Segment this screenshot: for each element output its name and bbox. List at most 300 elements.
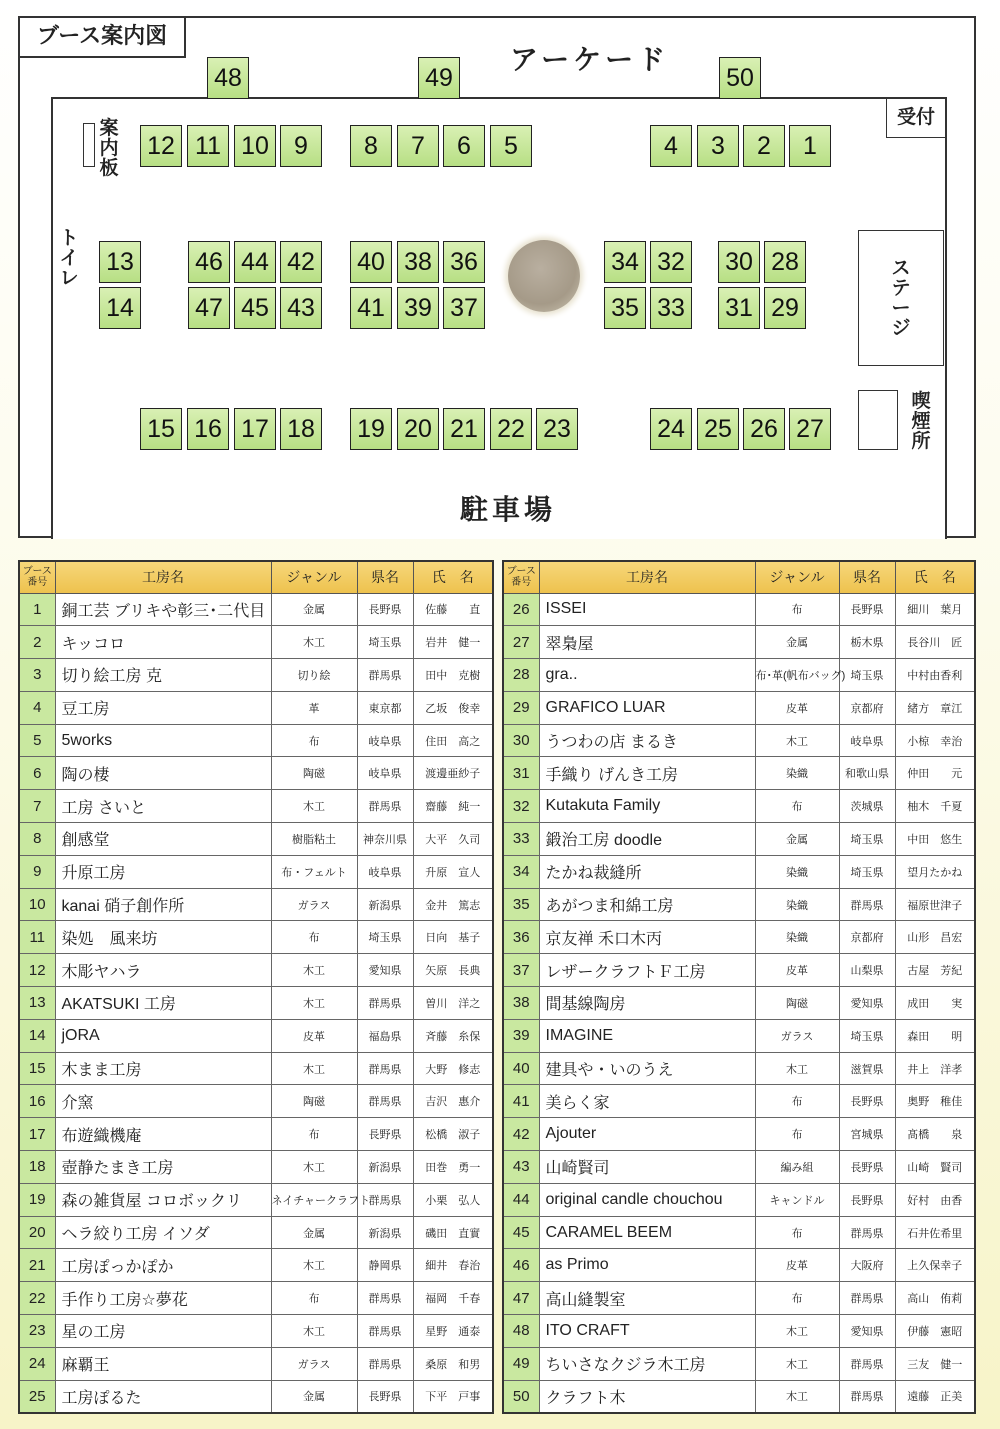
table-row <box>19 1151 493 1184</box>
booth-29: 29 <box>764 287 806 329</box>
prefecture-cell: 群馬県 <box>357 1052 413 1085</box>
workshop-name-cell: Kutakuta Family <box>539 790 755 823</box>
person-cell: 佐藤 直 <box>413 593 493 626</box>
person-cell: 田中 克樹 <box>413 659 493 692</box>
header-workshop-name: 工房名 <box>539 561 755 593</box>
person-cell: 緒方 章江 <box>895 691 975 724</box>
header-prefecture: 県名 <box>357 561 413 593</box>
workshop-name-cell: 星の工房 <box>55 1315 271 1348</box>
booth-number-cell: 28 <box>503 659 539 692</box>
booth-30: 30 <box>718 241 760 283</box>
person-cell: 細井 春治 <box>413 1249 493 1282</box>
workshop-name-cell: 工房ぽるた <box>55 1380 271 1413</box>
person-cell: 中田 悠生 <box>895 823 975 856</box>
booth-50: 50 <box>719 57 761 99</box>
booth-27: 27 <box>789 408 831 450</box>
prefecture-cell: 岐阜県 <box>839 724 895 757</box>
booth-number-cell: 50 <box>503 1380 539 1413</box>
table-row <box>19 987 493 1020</box>
prefecture-cell: 岐阜県 <box>357 724 413 757</box>
booth-number-cell: 38 <box>503 987 539 1020</box>
prefecture-cell: 埼玉県 <box>839 1019 895 1052</box>
table-row <box>503 593 975 626</box>
prefecture-cell: 埼玉県 <box>357 626 413 659</box>
booth-13: 13 <box>99 241 141 283</box>
table-row <box>19 1085 493 1118</box>
booth-number-cell: 29 <box>503 691 539 724</box>
table-row <box>503 1151 975 1184</box>
booth-46: 46 <box>188 241 230 283</box>
header-workshop-name: 工房名 <box>55 561 271 593</box>
person-cell: 吉沢 惠介 <box>413 1085 493 1118</box>
person-cell: 星野 通泰 <box>413 1315 493 1348</box>
booth-10: 10 <box>234 125 276 167</box>
prefecture-cell: 埼玉県 <box>839 659 895 692</box>
genre-cell: 木工 <box>755 1052 839 1085</box>
workshop-name-cell: IMAGINE <box>539 1019 755 1052</box>
person-cell: 日向 基子 <box>413 921 493 954</box>
workshop-name-cell: ISSEI <box>539 593 755 626</box>
person-cell: 斉藤 糸保 <box>413 1019 493 1052</box>
prefecture-cell: 埼玉県 <box>839 855 895 888</box>
booth-number-cell: 46 <box>503 1249 539 1282</box>
genre-cell: 染織 <box>755 921 839 954</box>
genre-cell: 木工 <box>755 1315 839 1348</box>
person-cell: 小椋 幸治 <box>895 724 975 757</box>
prefecture-cell: 新潟県 <box>357 888 413 921</box>
booth-45: 45 <box>234 287 276 329</box>
table-row <box>503 855 975 888</box>
workshop-name-cell: 介窯 <box>55 1085 271 1118</box>
person-cell: 長谷川 匠 <box>895 626 975 659</box>
prefecture-cell: 群馬県 <box>839 1347 895 1380</box>
table-row <box>503 790 975 823</box>
workshop-name-cell: 切り絵工房 克 <box>55 659 271 692</box>
genre-cell: 切り絵 <box>271 659 357 692</box>
genre-cell: 木工 <box>271 1315 357 1348</box>
person-cell: 金井 篤志 <box>413 888 493 921</box>
parking-label: 駐車場 <box>460 493 557 526</box>
prefecture-cell: 栃木県 <box>839 626 895 659</box>
prefecture-cell: 長野県 <box>357 593 413 626</box>
genre-cell: 木工 <box>271 954 357 987</box>
workshop-name-cell: kanai 硝子創作所 <box>55 888 271 921</box>
prefecture-cell: 京都府 <box>839 691 895 724</box>
table-row <box>19 1380 493 1413</box>
table-row <box>19 855 493 888</box>
genre-cell: 陶磁 <box>755 987 839 1020</box>
table-row <box>503 1183 975 1216</box>
prefecture-cell: 茨城県 <box>839 790 895 823</box>
header-person: 氏 名 <box>895 561 975 593</box>
table-row <box>503 987 975 1020</box>
workshop-name-cell: 山崎賢司 <box>539 1151 755 1184</box>
booth-14: 14 <box>99 287 141 329</box>
workshop-name-cell: original candle chouchou <box>539 1183 755 1216</box>
person-cell: 上久保幸子 <box>895 1249 975 1282</box>
booth-number-cell: 18 <box>19 1151 55 1184</box>
booth-35: 35 <box>604 287 646 329</box>
person-cell: 井上 洋孝 <box>895 1052 975 1085</box>
workshop-name-cell: gra.. <box>539 659 755 692</box>
table-row <box>503 691 975 724</box>
person-cell: 仲田 元 <box>895 757 975 790</box>
genre-cell: 編み組 <box>755 1151 839 1184</box>
table-row <box>19 1249 493 1282</box>
genre-cell: 皮革 <box>755 691 839 724</box>
person-cell: 細川 葉月 <box>895 593 975 626</box>
booth-40: 40 <box>350 241 392 283</box>
workshop-name-cell: あがつま和綿工房 <box>539 888 755 921</box>
prefecture-cell: 神奈川県 <box>357 823 413 856</box>
booth-23: 23 <box>536 408 578 450</box>
booth-number-cell: 6 <box>19 757 55 790</box>
person-cell: 下平 戸事 <box>413 1380 493 1413</box>
booth-33: 33 <box>650 287 692 329</box>
booth-table-left <box>18 560 494 1414</box>
prefecture-cell: 新潟県 <box>357 1151 413 1184</box>
table-row <box>19 954 493 987</box>
genre-cell: 金属 <box>271 1216 357 1249</box>
person-cell: 齋藤 純一 <box>413 790 493 823</box>
booth-number-cell: 14 <box>19 1019 55 1052</box>
booth-number-cell: 40 <box>503 1052 539 1085</box>
workshop-name-cell: 染処 風来坊 <box>55 921 271 954</box>
booth-number-cell: 10 <box>19 888 55 921</box>
table-row <box>19 888 493 921</box>
person-cell: 福岡 千春 <box>413 1282 493 1315</box>
booth-number-cell: 26 <box>503 593 539 626</box>
person-cell: 森田 明 <box>895 1019 975 1052</box>
booth-42: 42 <box>280 241 322 283</box>
booth-number-cell: 45 <box>503 1216 539 1249</box>
person-cell: 田巻 勇一 <box>413 1151 493 1184</box>
prefecture-cell: 宮城県 <box>839 1118 895 1151</box>
header-person: 氏 名 <box>413 561 493 593</box>
booth-17: 17 <box>234 408 276 450</box>
genre-cell: 木工 <box>271 1052 357 1085</box>
workshop-name-cell: 森の雑貨屋 コロボックリ <box>55 1183 271 1216</box>
prefecture-cell: 埼玉県 <box>839 823 895 856</box>
workshop-name-cell: 5works <box>55 724 271 757</box>
genre-cell: 木工 <box>271 1249 357 1282</box>
genre-cell: 染織 <box>755 757 839 790</box>
table-row <box>19 626 493 659</box>
prefecture-cell: 岐阜県 <box>357 855 413 888</box>
booth-number-cell: 49 <box>503 1347 539 1380</box>
info-board-marker <box>83 123 95 167</box>
booth-28: 28 <box>764 241 806 283</box>
prefecture-cell: 長野県 <box>839 593 895 626</box>
genre-cell: 木工 <box>271 790 357 823</box>
booth-7: 7 <box>397 125 439 167</box>
booth-number-cell: 47 <box>503 1282 539 1315</box>
prefecture-cell: 愛知県 <box>839 987 895 1020</box>
table-row <box>503 1315 975 1348</box>
header-genre: ジャンル <box>755 561 839 593</box>
genre-cell: 革 <box>271 691 357 724</box>
prefecture-cell: 滋賀県 <box>839 1052 895 1085</box>
genre-cell: 金属 <box>271 1380 357 1413</box>
workshop-name-cell: 鍛治工房 doodle <box>539 823 755 856</box>
booth-number-cell: 16 <box>19 1085 55 1118</box>
table-row <box>19 1118 493 1151</box>
booth-number-cell: 35 <box>503 888 539 921</box>
workshop-name-cell: 京友禅 禾口木丙 <box>539 921 755 954</box>
booth-25: 25 <box>697 408 739 450</box>
genre-cell: 布・フェルト <box>271 855 357 888</box>
booth-6: 6 <box>443 125 485 167</box>
booth-number-cell: 33 <box>503 823 539 856</box>
workshop-name-cell: 麻覇王 <box>55 1347 271 1380</box>
prefecture-cell: 愛知県 <box>839 1315 895 1348</box>
booth-44: 44 <box>234 241 276 283</box>
table-row <box>503 1249 975 1282</box>
genre-cell: ガラス <box>271 888 357 921</box>
genre-cell: 陶磁 <box>271 1085 357 1118</box>
prefecture-cell: 埼玉県 <box>357 921 413 954</box>
person-cell: 柚木 千夏 <box>895 790 975 823</box>
person-cell: 山形 昌宏 <box>895 921 975 954</box>
workshop-name-cell: 手織り げんき工房 <box>539 757 755 790</box>
workshop-name-cell: クラフト木 <box>539 1380 755 1413</box>
person-cell: 桑原 和男 <box>413 1347 493 1380</box>
booth-number-cell: 9 <box>19 855 55 888</box>
person-cell: 矢原 長典 <box>413 954 493 987</box>
workshop-name-cell: うつわの店 まるき <box>539 724 755 757</box>
booth-41: 41 <box>350 287 392 329</box>
booth-number-cell: 43 <box>503 1151 539 1184</box>
booth-number-cell: 7 <box>19 790 55 823</box>
table-row <box>19 1315 493 1348</box>
prefecture-cell: 大阪府 <box>839 1249 895 1282</box>
prefecture-cell: 長野県 <box>839 1183 895 1216</box>
booth-number-cell: 41 <box>503 1085 539 1118</box>
booth-21: 21 <box>443 408 485 450</box>
genre-cell: 金属 <box>755 626 839 659</box>
table-row <box>503 954 975 987</box>
table-row <box>503 1118 975 1151</box>
booth-number-cell: 34 <box>503 855 539 888</box>
table-row <box>19 1183 493 1216</box>
booth-26: 26 <box>743 408 785 450</box>
booth-number-cell: 3 <box>19 659 55 692</box>
booth-1: 1 <box>789 125 831 167</box>
workshop-name-cell: 建具や・いのうえ <box>539 1052 755 1085</box>
booth-number-cell: 20 <box>19 1216 55 1249</box>
booth-table-right <box>502 560 976 1414</box>
person-cell: 伊藤 憲昭 <box>895 1315 975 1348</box>
genre-cell: 木工 <box>271 1151 357 1184</box>
genre-cell: キャンドル <box>755 1183 839 1216</box>
booth-32: 32 <box>650 241 692 283</box>
header-booth-number: ブース番号 <box>19 561 55 593</box>
prefecture-cell: 群馬県 <box>357 987 413 1020</box>
booth-34: 34 <box>604 241 646 283</box>
workshop-name-cell: 工房ぽっかぽか <box>55 1249 271 1282</box>
booth-22: 22 <box>490 408 532 450</box>
person-cell: 三友 健一 <box>895 1347 975 1380</box>
workshop-name-cell: キッコロ <box>55 626 271 659</box>
arcade-label: アーケード <box>510 43 670 76</box>
smoking-area-box <box>858 390 898 450</box>
workshop-name-cell: GRAFICO LUAR <box>539 691 755 724</box>
table-row <box>19 1282 493 1315</box>
workshop-name-cell: jORA <box>55 1019 271 1052</box>
prefecture-cell: 群馬県 <box>357 1282 413 1315</box>
workshop-name-cell: Ajouter <box>539 1118 755 1151</box>
booth-number-cell: 32 <box>503 790 539 823</box>
workshop-name-cell: ITO CRAFT <box>539 1315 755 1348</box>
workshop-name-cell: AKATSUKI 工房 <box>55 987 271 1020</box>
prefecture-cell: 群馬県 <box>357 1315 413 1348</box>
workshop-name-cell: ヘラ絞り工房 イソダ <box>55 1216 271 1249</box>
workshop-name-cell: 美らく家 <box>539 1085 755 1118</box>
booth-number-cell: 23 <box>19 1315 55 1348</box>
booth-number-cell: 42 <box>503 1118 539 1151</box>
workshop-name-cell: as Primo <box>539 1249 755 1282</box>
person-cell: 髙橋 泉 <box>895 1118 975 1151</box>
person-cell: 大平 久司 <box>413 823 493 856</box>
booth-16: 16 <box>187 408 229 450</box>
person-cell: 好村 由香 <box>895 1183 975 1216</box>
table-row <box>503 823 975 856</box>
fountain <box>508 240 580 312</box>
table-row <box>503 888 975 921</box>
booth-5: 5 <box>490 125 532 167</box>
genre-cell: 皮革 <box>755 1249 839 1282</box>
genre-cell: 木工 <box>271 626 357 659</box>
person-cell: 成田 実 <box>895 987 975 1020</box>
prefecture-cell: 群馬県 <box>357 1347 413 1380</box>
booth-number-cell: 2 <box>19 626 55 659</box>
table-row <box>19 823 493 856</box>
genre-cell: 陶磁 <box>271 757 357 790</box>
booth-31: 31 <box>718 287 760 329</box>
genre-cell: 金属 <box>755 823 839 856</box>
genre-cell: 布 <box>271 1282 357 1315</box>
booth-number-cell: 17 <box>19 1118 55 1151</box>
person-cell: 福原世津子 <box>895 888 975 921</box>
booth-number-cell: 37 <box>503 954 539 987</box>
person-cell: 升原 宣人 <box>413 855 493 888</box>
table-row <box>503 1380 975 1413</box>
booth-37: 37 <box>443 287 485 329</box>
prefecture-cell: 群馬県 <box>357 1183 413 1216</box>
prefecture-cell: 静岡県 <box>357 1249 413 1282</box>
table-row <box>19 724 493 757</box>
booth-11: 11 <box>187 125 229 167</box>
smoking-label: 喫煙所 <box>911 390 931 452</box>
booth-20: 20 <box>397 408 439 450</box>
genre-cell: 布 <box>271 1118 357 1151</box>
table-row <box>503 1347 975 1380</box>
workshop-name-cell: 銅工芸 ブリキや彰三･二代目 <box>55 593 271 626</box>
genre-cell: 樹脂粘土 <box>271 823 357 856</box>
table-row <box>19 1019 493 1052</box>
table-row <box>19 921 493 954</box>
workshop-name-cell: 高山縫製室 <box>539 1282 755 1315</box>
workshop-name-cell: 間基線陶房 <box>539 987 755 1020</box>
booth-15: 15 <box>140 408 182 450</box>
genre-cell: 布 <box>755 593 839 626</box>
workshop-name-cell: 創感堂 <box>55 823 271 856</box>
prefecture-cell: 長野県 <box>839 1085 895 1118</box>
genre-cell: 布 <box>271 724 357 757</box>
booth-47: 47 <box>188 287 230 329</box>
prefecture-cell: 長野県 <box>357 1118 413 1151</box>
booth-number-cell: 44 <box>503 1183 539 1216</box>
booth-number-cell: 30 <box>503 724 539 757</box>
genre-cell: 木工 <box>755 1347 839 1380</box>
person-cell: 山崎 賢司 <box>895 1151 975 1184</box>
genre-cell: 布 <box>755 1216 839 1249</box>
prefecture-cell: 愛知県 <box>357 954 413 987</box>
booth-number-cell: 15 <box>19 1052 55 1085</box>
workshop-name-cell: 豆工房 <box>55 691 271 724</box>
genre-cell: 染織 <box>755 855 839 888</box>
stage-label: ステージ <box>891 257 911 339</box>
person-cell: 奥野 稚佳 <box>895 1085 975 1118</box>
person-cell: 石井佐希里 <box>895 1216 975 1249</box>
person-cell: 渡邊亜紗子 <box>413 757 493 790</box>
workshop-name-cell: 陶の棲 <box>55 757 271 790</box>
genre-cell: 布 <box>755 1118 839 1151</box>
booth-8: 8 <box>350 125 392 167</box>
genre-cell: 布 <box>755 790 839 823</box>
header-genre: ジャンル <box>271 561 357 593</box>
booth-number-cell: 5 <box>19 724 55 757</box>
table-row <box>503 659 975 692</box>
booth-18: 18 <box>280 408 322 450</box>
table-row <box>503 921 975 954</box>
booth-number-cell: 8 <box>19 823 55 856</box>
prefecture-cell: 群馬県 <box>357 659 413 692</box>
booth-number-cell: 19 <box>19 1183 55 1216</box>
info-board-label: 案内板 <box>99 117 119 179</box>
toilet-label: トイレ <box>59 227 79 289</box>
reception-label: 受付 <box>886 98 946 138</box>
person-cell: 中村由香利 <box>895 659 975 692</box>
person-cell: 乙坂 俊幸 <box>413 691 493 724</box>
genre-cell: 布 <box>755 1085 839 1118</box>
table-row <box>503 1216 975 1249</box>
booth-number-cell: 31 <box>503 757 539 790</box>
booth-12: 12 <box>140 125 182 167</box>
booth-48: 48 <box>207 57 249 99</box>
workshop-name-cell: 木まま工房 <box>55 1052 271 1085</box>
genre-cell: 金属 <box>271 593 357 626</box>
workshop-name-cell: レザークラフトＦ工房 <box>539 954 755 987</box>
workshop-name-cell: 布遊織機庵 <box>55 1118 271 1151</box>
table-row <box>19 790 493 823</box>
person-cell: 曽川 洋之 <box>413 987 493 1020</box>
genre-cell: 布 <box>755 1282 839 1315</box>
prefecture-cell: 長野県 <box>839 1151 895 1184</box>
prefecture-cell: 岐阜県 <box>357 757 413 790</box>
table-row <box>503 626 975 659</box>
table-row <box>19 659 493 692</box>
workshop-name-cell: 升原工房 <box>55 855 271 888</box>
table-row <box>503 757 975 790</box>
table-row <box>19 1347 493 1380</box>
booth-number-cell: 27 <box>503 626 539 659</box>
genre-cell: ガラス <box>271 1347 357 1380</box>
header-booth-number: ブース番号 <box>503 561 539 593</box>
booth-number-cell: 12 <box>19 954 55 987</box>
person-cell: 住田 高之 <box>413 724 493 757</box>
booth-3: 3 <box>697 125 739 167</box>
